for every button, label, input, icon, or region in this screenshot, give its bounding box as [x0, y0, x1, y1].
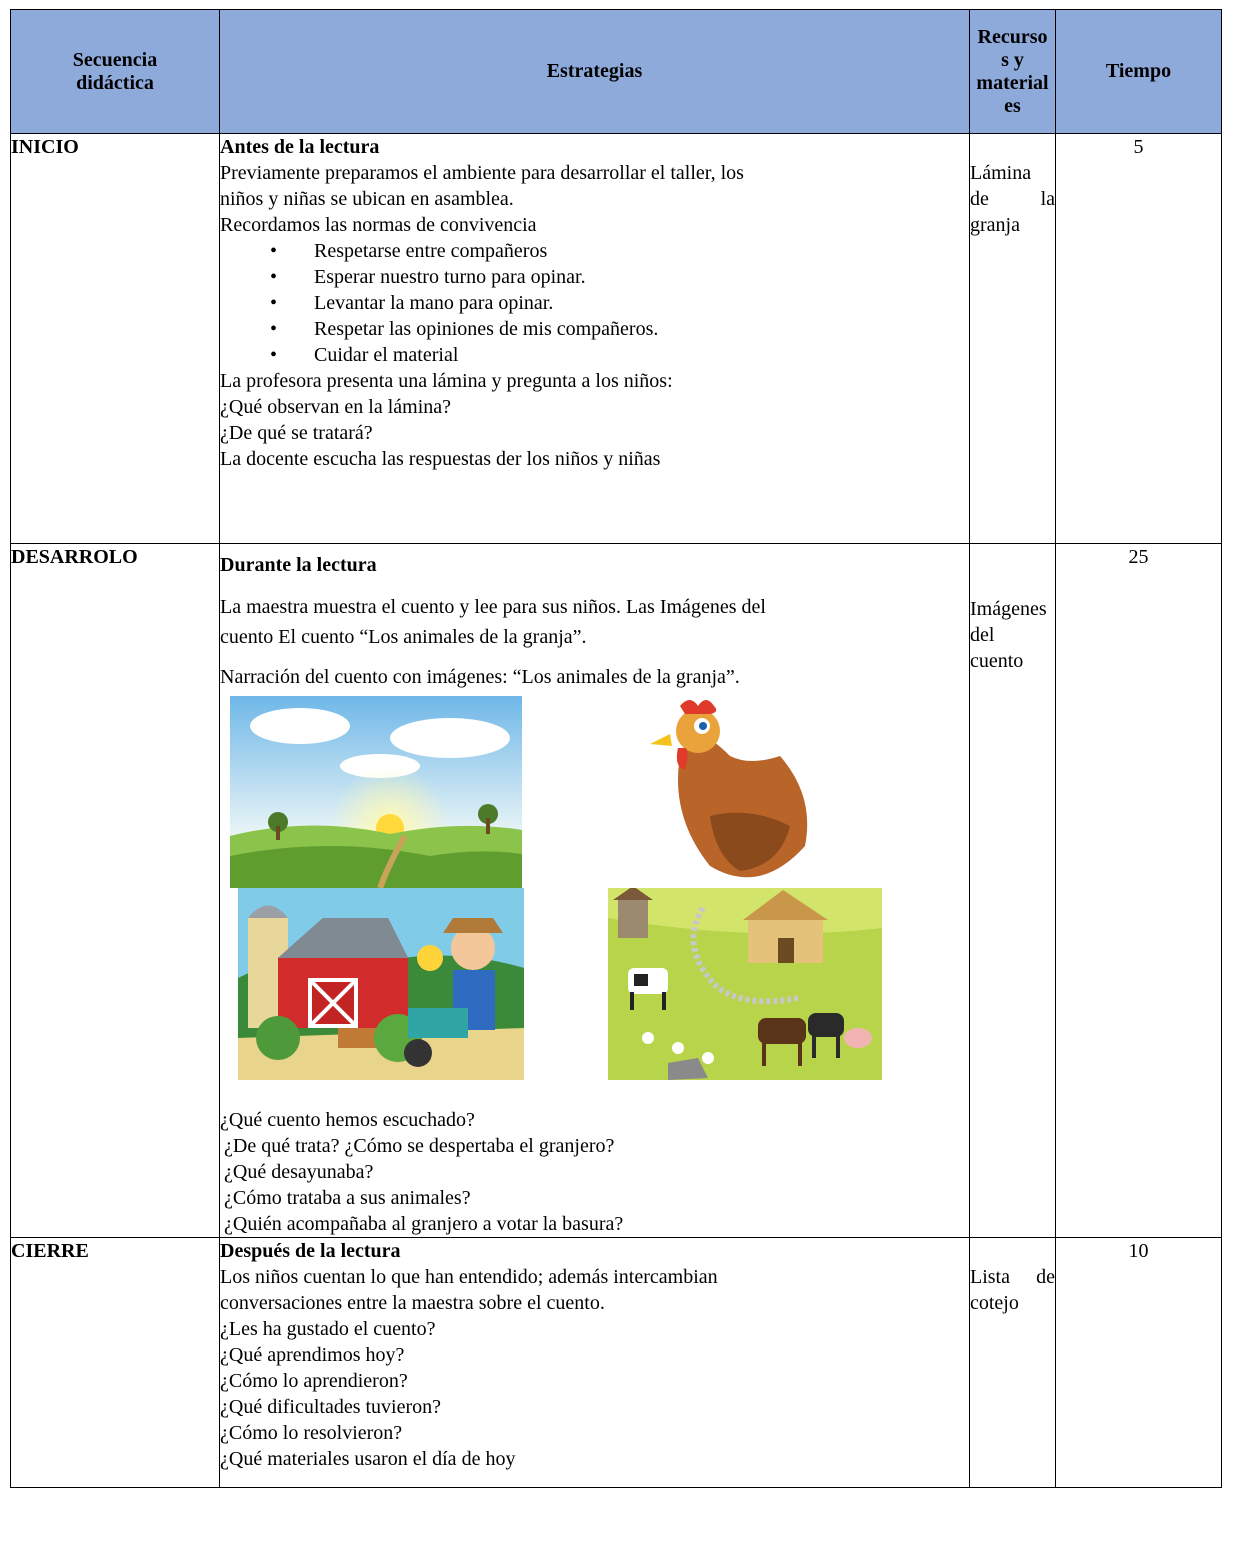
list-item: • Esperar nuestro turno para opinar. — [314, 264, 969, 290]
question: ¿Qué desayunaba? — [224, 1161, 374, 1183]
resource-line: del — [970, 624, 995, 646]
sunrise-landscape-image — [230, 696, 522, 888]
strategy-desarrollo — [220, 544, 970, 1238]
title-cierre: Después de la lectura — [220, 1240, 401, 1262]
header-recursos: Recurso s y material es — [970, 10, 1056, 134]
resource-inicio — [970, 134, 1056, 544]
list-item: • Respetarse entre compañeros — [314, 238, 969, 264]
time-desarrollo: 25 — [1056, 544, 1222, 1238]
text-line: ¿Qué materiales usaron el día de hoy — [220, 1448, 516, 1470]
question: ¿De qué trata? ¿Cómo se despertaba el granjero? — [224, 1135, 615, 1157]
resource-line: Lista de — [970, 1266, 1055, 1288]
phase-desarrollo: DESARROLO — [11, 544, 220, 1238]
header-row — [11, 10, 1222, 134]
resource-line: cuento — [970, 650, 1024, 672]
farmer-with-barn-image — [238, 888, 524, 1080]
resource-desarrollo — [970, 544, 1056, 1238]
title-desarrollo: Durante la lectura — [220, 554, 377, 576]
resource-line: cotejo — [970, 1292, 1019, 1314]
text-line: ¿Qué observan en la lámina? — [220, 396, 452, 418]
time-inicio: 5 — [1056, 134, 1222, 544]
list-item: • Respetar las opiniones de mis compañeros. — [314, 316, 969, 342]
row-inicio — [11, 134, 1222, 544]
norms-list — [220, 238, 969, 368]
text-line: La profesora presenta una lámina y pregunta a los niños: — [220, 370, 673, 392]
text-line: La docente escucha las respuestas der los niños y niñas — [220, 448, 661, 470]
strategy-cierre — [220, 1238, 970, 1488]
question: ¿Cómo trataba a sus animales? — [224, 1187, 471, 1209]
resource-line: de la — [970, 188, 1055, 210]
header-secuencia: Secuencia didáctica — [11, 10, 220, 134]
list-item: • Levantar la mano para opinar. — [314, 290, 969, 316]
time-cierre: 10 — [1056, 1238, 1222, 1488]
text-line: ¿Cómo lo aprendieron? — [220, 1370, 408, 1392]
list-item: • Cuidar el material — [314, 342, 969, 368]
story-images — [220, 696, 969, 1081]
phase-cierre: CIERRE — [11, 1238, 220, 1488]
text-line: ¿Qué dificultades tuvieron? — [220, 1396, 442, 1418]
text-line: Previamente preparamos el ambiente para desarrollar el taller, los — [220, 162, 744, 184]
title-inicio: Antes de la lectura — [220, 136, 380, 158]
lesson-plan-table — [10, 9, 1222, 1488]
row-cierre — [11, 1238, 1222, 1488]
text-line: Recordamos las normas de convivencia — [220, 214, 537, 236]
questions — [220, 1107, 969, 1237]
resource-line: Lámina — [970, 162, 1032, 184]
rooster-image — [640, 696, 816, 888]
paragraph: Narración del cuento con imágenes: “Los animales de la granja”. — [220, 666, 740, 688]
text-line: Los niños cuentan lo que han entendido; además intercambian — [220, 1266, 718, 1288]
text-line: conversaciones entre la maestra sobre el cuento. — [220, 1292, 605, 1314]
resource-line: granja — [970, 214, 1020, 236]
resource-cierre — [970, 1238, 1056, 1488]
farm-animals-image — [608, 888, 882, 1080]
text-line: ¿De qué se tratará? — [220, 422, 373, 444]
paragraph: La maestra muestra el cuento y lee para sus niños. Las Imágenes del cuento El cuento “Los animales de la granja”. — [220, 596, 766, 648]
text-line: niños y niñas se ubican en asamblea. — [220, 188, 514, 210]
text-line: ¿Qué aprendimos hoy? — [220, 1344, 405, 1366]
text-line: ¿Cómo lo resolvieron? — [220, 1422, 403, 1444]
phase-inicio: INICIO — [11, 134, 220, 544]
question: ¿Quién acompañaba al granjero a votar la basura? — [224, 1213, 624, 1235]
header-estrategias: Estrategias — [220, 10, 970, 134]
question: ¿Qué cuento hemos escuchado? — [220, 1109, 475, 1131]
strategy-inicio — [220, 134, 970, 544]
resource-line: Imágenes — [970, 598, 1047, 620]
row-desarrollo — [11, 544, 1222, 1238]
header-tiempo: Tiempo — [1056, 10, 1222, 134]
text-line: ¿Les ha gustado el cuento? — [220, 1318, 436, 1340]
